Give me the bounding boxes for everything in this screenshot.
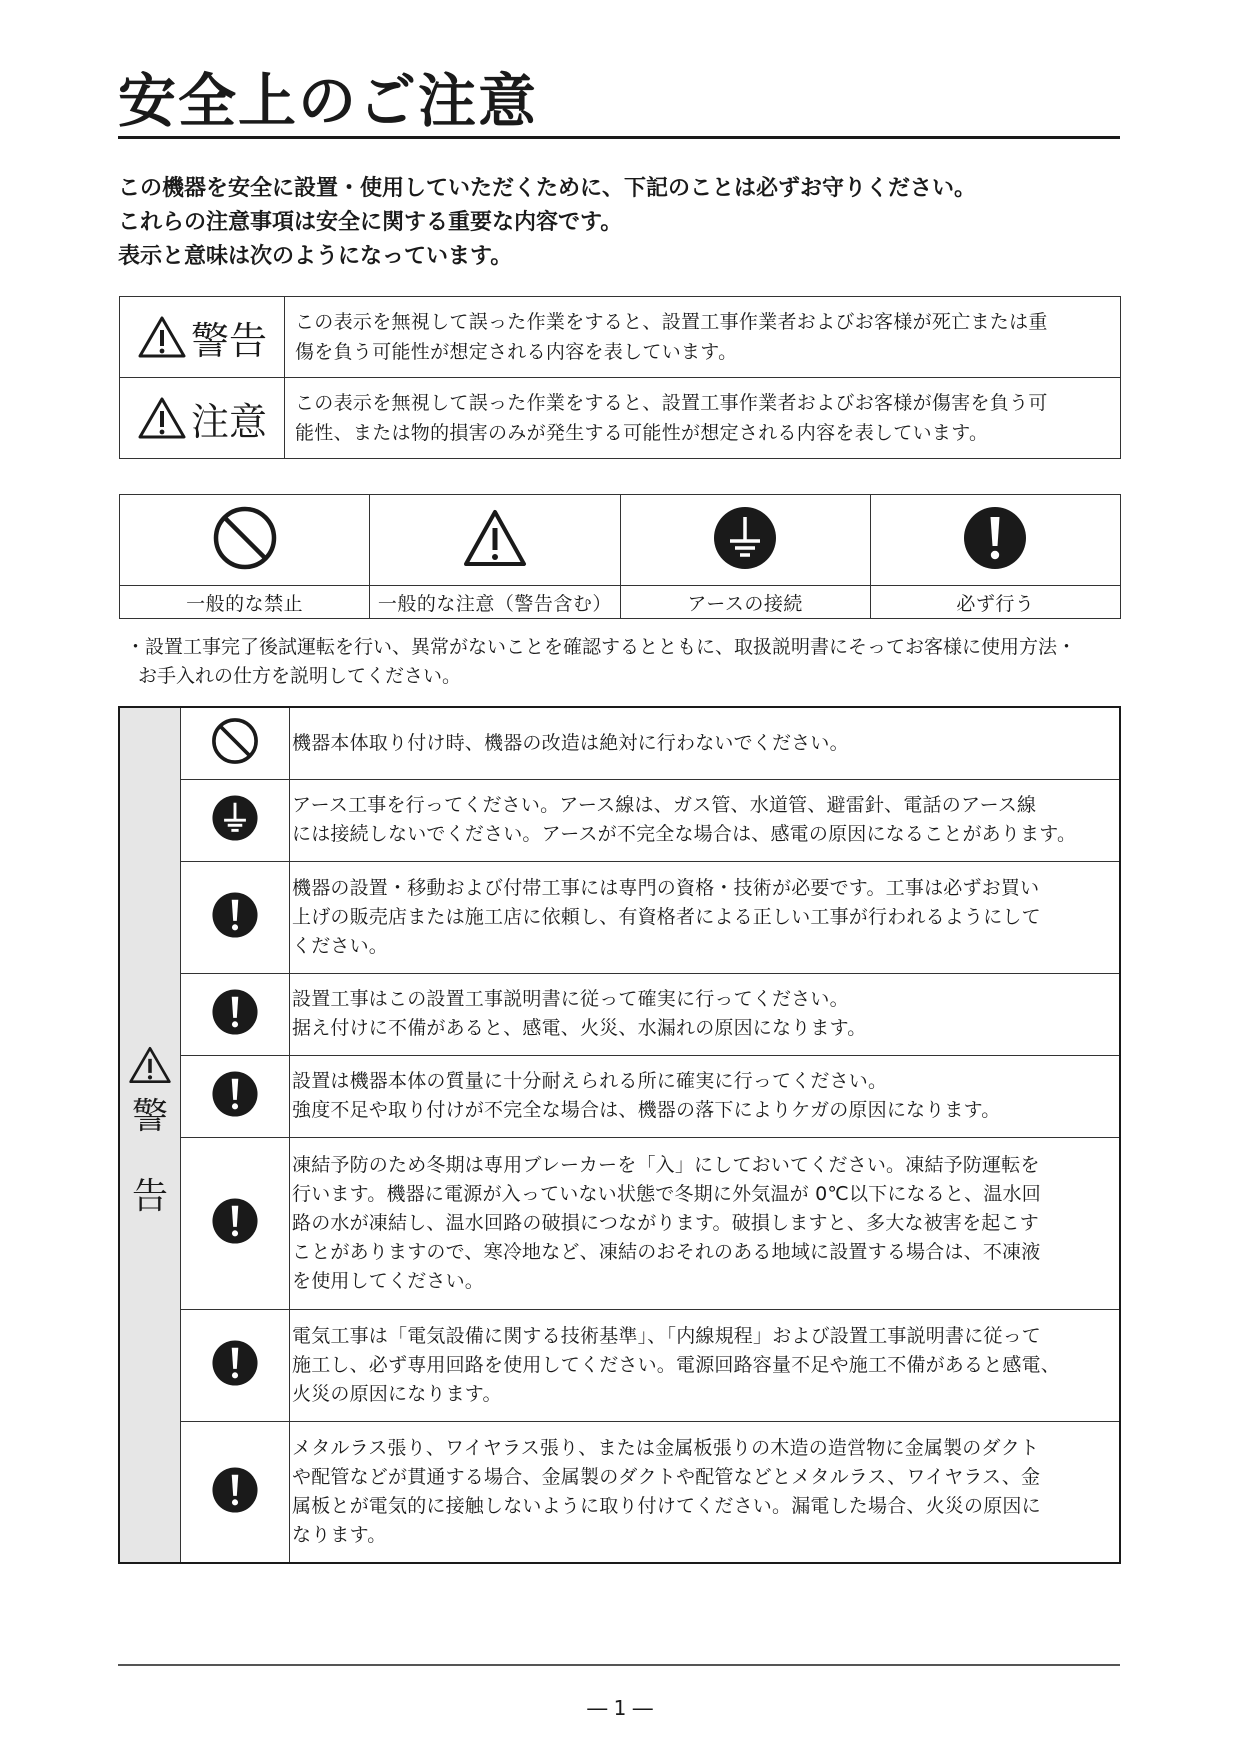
prohibition-icon — [212, 505, 278, 571]
item-text — [290, 779, 1121, 861]
item-line: 機器本体取り付け時、機器の改造は絶対に行わないでください。 — [292, 731, 849, 754]
side-label-char: 告 — [131, 1176, 168, 1217]
legend-label: 注意 — [190, 399, 267, 444]
legend-table — [119, 296, 1121, 459]
title-rule — [118, 136, 1120, 139]
item-line: ことがありますので、寒冷地など、凍結のおそれのある地域に設置する場合は、不凍液 — [292, 1240, 1041, 1263]
mandatory-icon — [962, 505, 1028, 571]
intro — [118, 172, 1128, 274]
item-icon-cell — [181, 861, 290, 973]
legend-row-warning — [120, 297, 1121, 378]
intro-line: この機器を安全に設置・使用していただくために、下記のことは必ずお守りください。 — [118, 176, 977, 201]
page-number: ― 1 ― — [587, 1696, 653, 1720]
warning-row — [119, 779, 1120, 861]
note-line: ・設置工事完了後試運転を行い、異常がないことを確認するとともに、取扱説明書にそってお客様に使用方法・ — [126, 636, 1077, 658]
legend-label: 警告 — [190, 318, 267, 363]
warning-side-label — [119, 707, 181, 1563]
symbol-cell — [370, 495, 620, 586]
description-line: この表示を無視して誤った作業をすると、設置工事作業者およびお客様が死亡または重 — [295, 311, 1048, 333]
symbol-cell — [870, 495, 1120, 586]
item-line: なります。 — [292, 1523, 387, 1546]
ground-icon — [211, 794, 259, 842]
item-text — [290, 973, 1121, 1055]
item-line: 強度不足や取り付けが不完全な場合は、機器の落下によりケガの原因になります。 — [292, 1099, 1001, 1121]
symbol-caption-row — [120, 586, 1121, 619]
mandatory-icon — [211, 1466, 259, 1514]
item-line: 火災の原因になります。 — [292, 1382, 502, 1405]
intro-line: これらの注意事項は安全に関する重要な内容です。 — [118, 210, 623, 235]
ground-icon — [712, 505, 778, 571]
item-line: 設置は機器本体の質量に十分耐えられる所に確実に行ってください。 — [292, 1070, 888, 1092]
description-line: 傷を負う可能性が想定される内容を表しています。 — [295, 341, 738, 363]
item-line: 凍結予防のため冬期は専用ブレーカーを「入」にしておいてください。凍結予防運転を — [292, 1153, 1040, 1176]
legend-description — [285, 297, 1121, 378]
item-line: 設置工事はこの設置工事説明書に従って確実に行ってください。 — [292, 988, 849, 1010]
item-icon-cell — [181, 1137, 290, 1309]
note-line: お手入れの仕方を説明してください。 — [138, 665, 462, 687]
item-line: や配管などが貫通する場合、金属製のダクトや配管などとメタルラス、ワイヤラス、金 — [292, 1465, 1041, 1488]
warning-triangle-icon — [128, 1045, 172, 1085]
symbol-table — [119, 494, 1121, 619]
item-line: 電気工事は「電気設備に関する技術基準」、「内線規程」および設置工事説明書に従って — [292, 1324, 1042, 1347]
warning-row — [119, 1309, 1120, 1421]
warning-row — [119, 1055, 1120, 1137]
legend-label-cell — [120, 378, 285, 459]
page-title: 安全上のご注意 — [118, 67, 539, 135]
symbol-caption: 一般的な禁止 — [120, 586, 370, 619]
item-text — [290, 1421, 1121, 1563]
item-line: 路の水が凍結し、温水回路の破損につながります。破損しますと、多大な被害を起こす — [292, 1211, 1039, 1234]
item-icon-cell — [181, 1309, 290, 1421]
symbol-cell — [620, 495, 870, 586]
prohibition-icon — [211, 717, 259, 765]
warning-row — [119, 1421, 1120, 1563]
intro-line: 表示と意味は次のようになっています。 — [118, 244, 513, 269]
item-text — [290, 707, 1121, 779]
test-run-note — [126, 633, 1126, 691]
item-line: を使用してください。 — [292, 1269, 485, 1292]
item-text — [290, 1055, 1121, 1137]
item-line: 据え付けに不備があると、感電、火災、水漏れの原因になります。 — [292, 1017, 867, 1039]
legend-label-cell — [120, 297, 285, 378]
symbol-caption: アースの接続 — [620, 586, 870, 619]
description-line: この表示を無視して誤った作業をすると、設置工事作業者およびお客様が傷害を負う可 — [295, 392, 1048, 414]
item-line: メタルラス張り、ワイヤラス張り、または金属板張りの木造の造営物に金属製のダクト — [292, 1436, 1040, 1459]
side-label-char: 警 — [131, 1096, 168, 1137]
mandatory-icon — [211, 988, 259, 1036]
warning-triangle-icon — [137, 315, 187, 359]
mandatory-icon — [211, 1070, 259, 1118]
mandatory-icon — [211, 1197, 259, 1245]
warning-table — [118, 706, 1121, 1564]
item-line: 上げの販売店または施工店に依頼し、有資格者による正しい工事が行われるようにして — [292, 905, 1041, 928]
warning-row — [119, 861, 1120, 973]
warning-row — [119, 707, 1120, 779]
description-line: 能性、または物的損害のみが発生する可能性が想定される内容を表しています。 — [295, 422, 989, 444]
item-icon-cell — [181, 707, 290, 779]
warning-triangle-icon — [462, 508, 528, 568]
symbol-caption: 一般的な注意（警告含む） — [370, 586, 620, 619]
item-text — [290, 1137, 1121, 1309]
footer-rule — [118, 1664, 1120, 1666]
mandatory-icon — [211, 1339, 259, 1387]
item-line: 施工し、必ず専用回路を使用してください。電源回路容量不足や施工不備があると感電、 — [292, 1353, 1061, 1376]
item-text — [290, 861, 1121, 973]
item-icon-cell — [181, 779, 290, 861]
item-icon-cell — [181, 973, 290, 1055]
item-icon-cell — [181, 1055, 290, 1137]
symbol-icon-row — [120, 495, 1121, 586]
symbol-cell — [120, 495, 370, 586]
warning-triangle-icon — [137, 396, 187, 440]
legend-row-caution — [120, 378, 1121, 459]
item-line: 機器の設置・移動および付帯工事には専門の資格・技術が必要です。工事は必ずお買い — [292, 876, 1040, 899]
item-line: アース工事を行ってください。アース線は、ガス管、水道管、避雷針、電話のアース線 — [292, 794, 1037, 816]
warning-row — [119, 973, 1120, 1055]
mandatory-icon — [211, 891, 259, 939]
item-line: ください。 — [292, 934, 389, 957]
item-line: 行います。機器に電源が入っていない状態で冬期に外気温が 0℃以下になると、温水回 — [292, 1182, 1041, 1205]
item-text — [290, 1309, 1121, 1421]
warning-row — [119, 1137, 1120, 1309]
legend-description — [285, 378, 1121, 459]
item-line: 属板とが電気的に接触しないように取り付けてください。漏電した場合、火災の原因に — [292, 1494, 1041, 1517]
item-icon-cell — [181, 1421, 290, 1563]
item-line: には接続しないでください。アースが不完全な場合は、感電の原因になることがあります。 — [292, 823, 1077, 845]
symbol-caption: 必ず行う — [870, 586, 1120, 619]
